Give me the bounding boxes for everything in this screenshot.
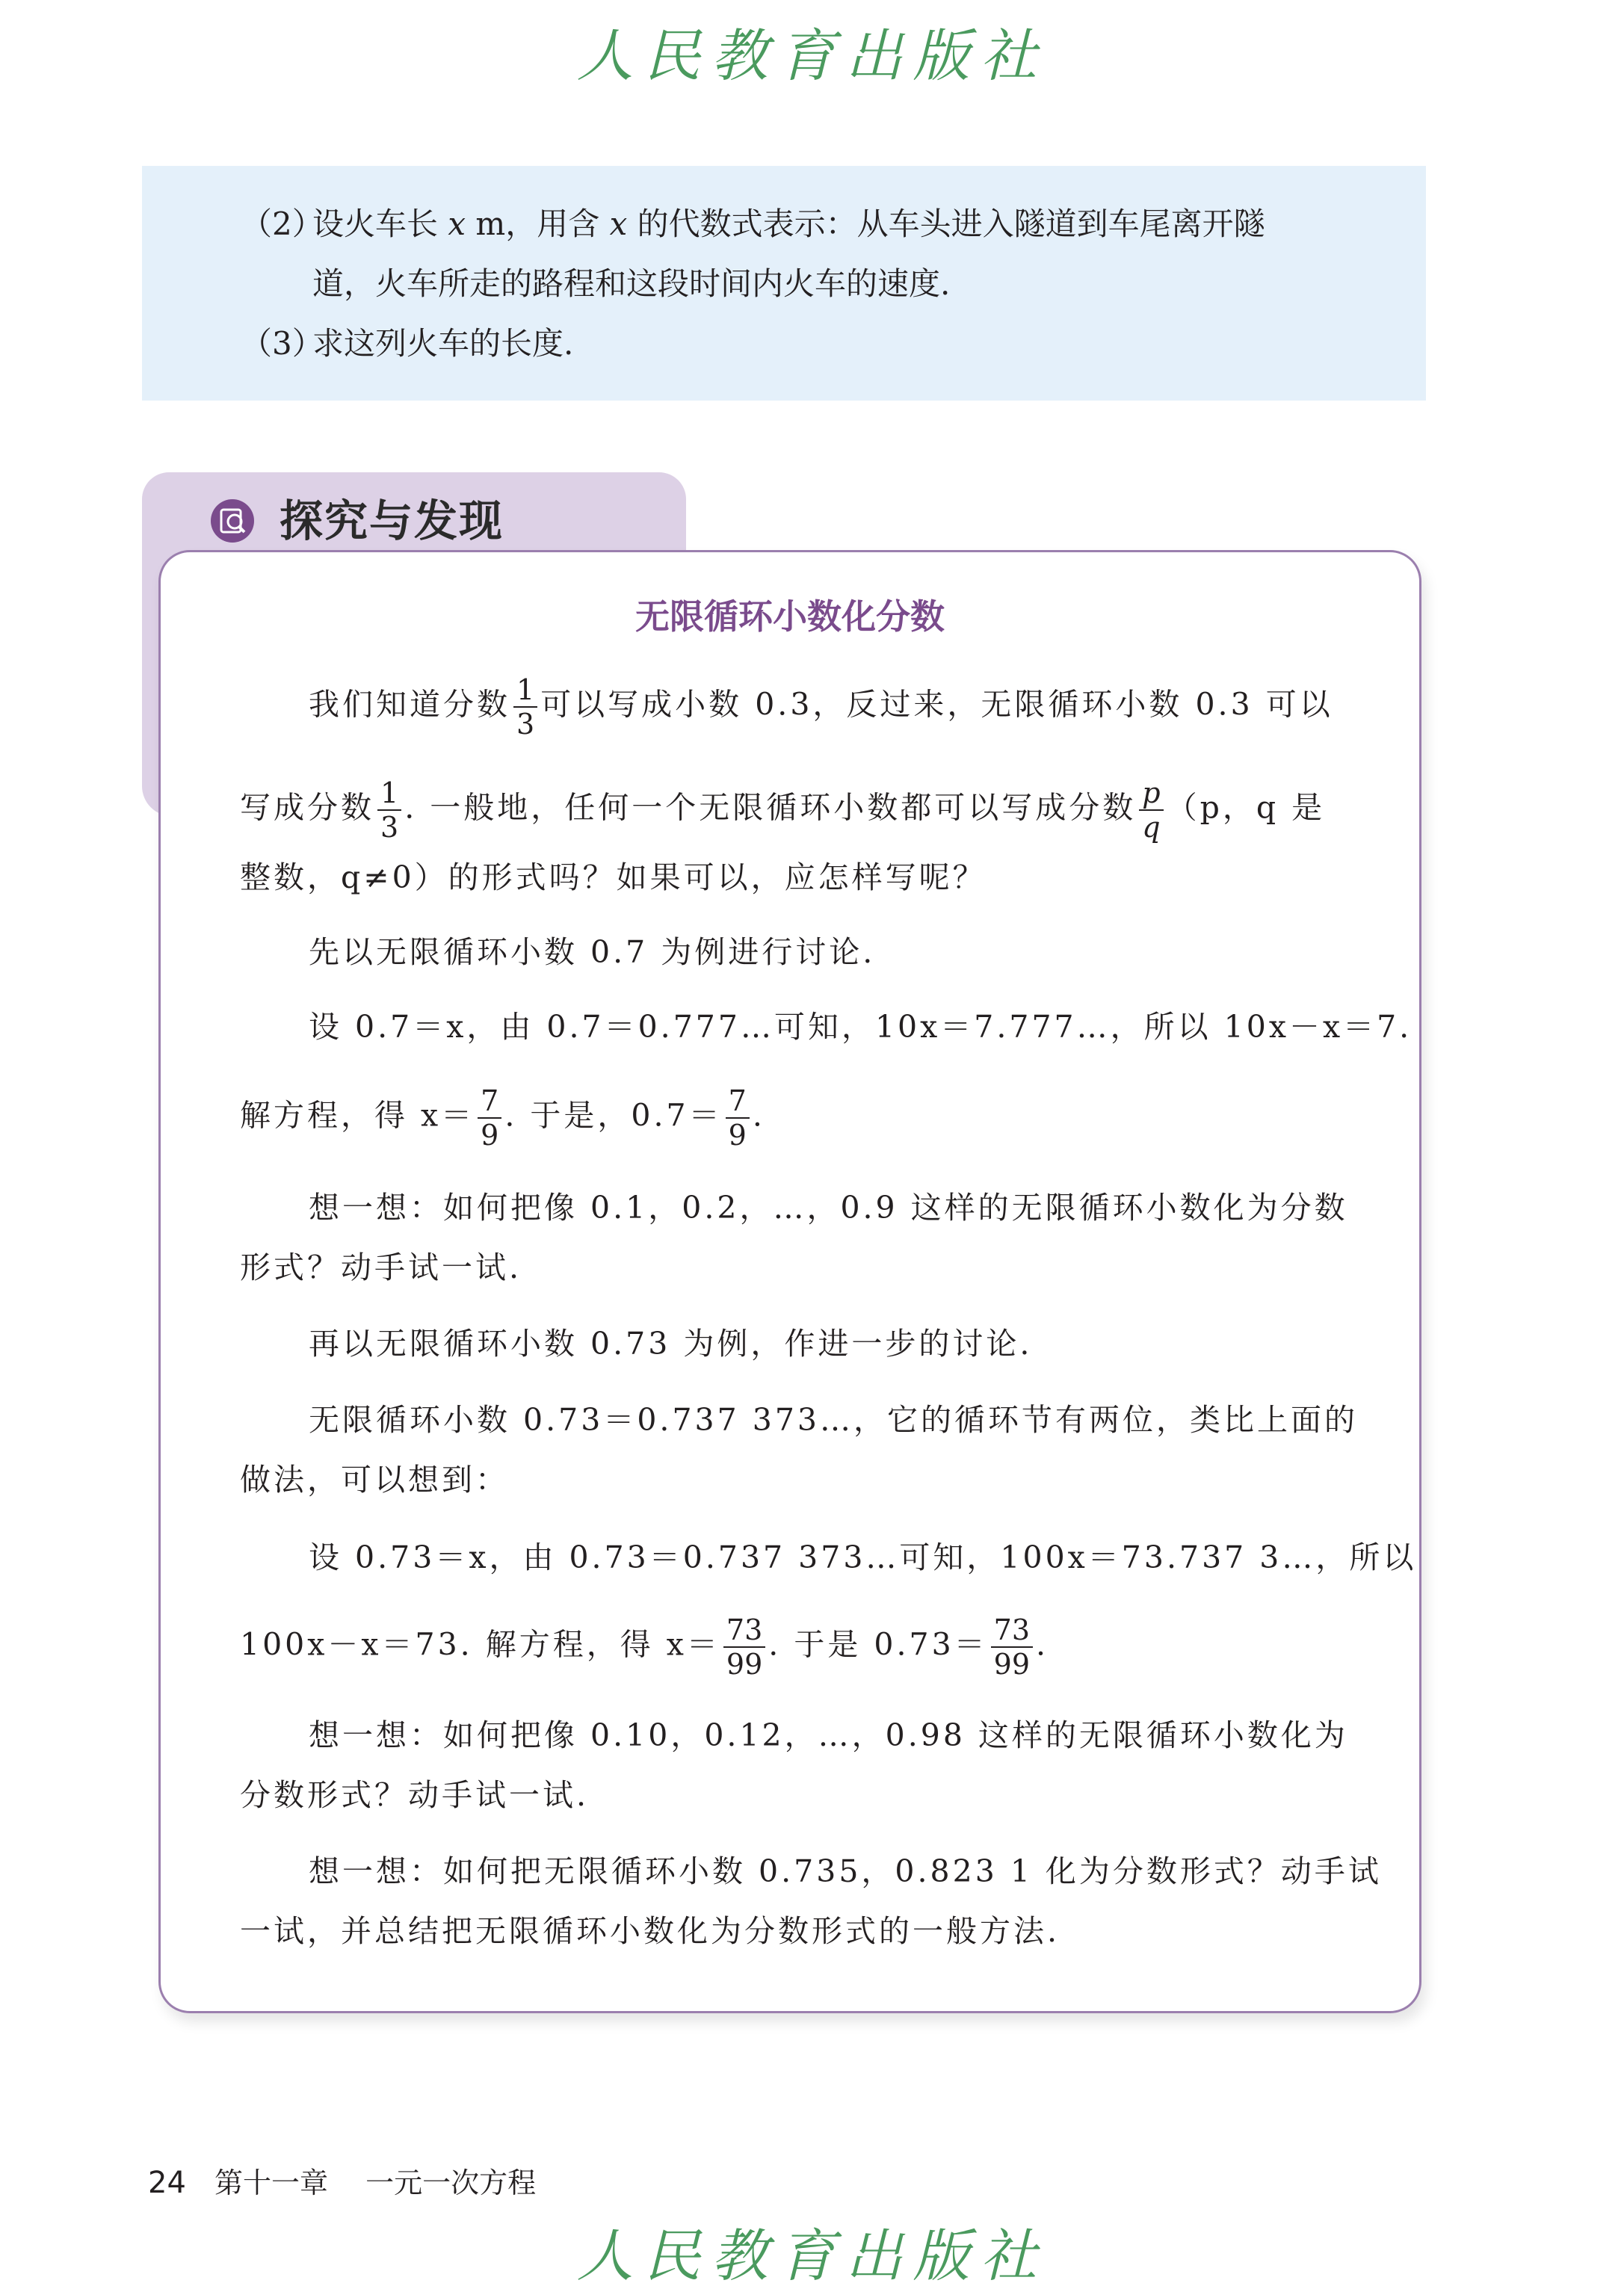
numerator: 73 xyxy=(991,1613,1033,1648)
text: 写成分数 xyxy=(240,789,374,826)
question-2-text-a: 设火车长 xyxy=(312,206,439,242)
chapter-title: 一元一次方程 xyxy=(365,2166,537,2199)
paragraph-line-4: 先以无限循环小数 0.7 为例进行讨论. xyxy=(309,934,876,970)
denominator: 9 xyxy=(481,1119,499,1152)
numerator: 7 xyxy=(726,1084,750,1119)
numerator: 1 xyxy=(513,673,537,708)
explore-card xyxy=(158,550,1421,2013)
paragraph-line-5: 设 0.7＝x，由 0.7＝0.777…可知，10x＝7.777…，所以 10x－x＝7. xyxy=(309,1009,1412,1045)
fraction xyxy=(723,1613,765,1681)
text: . 于是 0.73＝ xyxy=(768,1626,988,1663)
paragraph-line-13 xyxy=(240,1613,1361,1681)
exercise-box xyxy=(142,166,1426,401)
publisher-logo-bottom: 人民教育出版社 xyxy=(576,2223,1048,2289)
paragraph-line-12: 设 0.73＝x，由 0.73＝0.737 373…可知，100x＝73.737 3…，所以 xyxy=(309,1539,1417,1575)
paragraph-line-14: 想一想：如何把像 0.10，0.12，…，0.98 这样的无限循环小数化为 xyxy=(309,1717,1348,1753)
paragraph-line-9: 再以无限循环小数 0.73 为例，作进一步的讨论. xyxy=(309,1326,1033,1362)
question-3 xyxy=(241,314,1396,374)
question-3-number: （3） xyxy=(241,325,324,362)
question-3-text: 求这列火车的长度. xyxy=(312,325,574,362)
question-2-number: （2） xyxy=(241,206,324,242)
paragraph-line-15: 分数形式？动手试一试. xyxy=(240,1777,590,1813)
denominator: q xyxy=(1142,811,1161,844)
paragraph-line-1 xyxy=(240,673,1430,741)
page-footer xyxy=(148,2160,536,2201)
fraction xyxy=(1139,776,1163,844)
text: 我们知道分数 xyxy=(309,686,510,723)
paragraph-line-16: 想一想：如何把无限循环小数 0.735，0.823 1 化为分数形式？动手试 xyxy=(309,1853,1382,1889)
paragraph-line-17: 一试，并总结把无限循环小数化为分数形式的一般方法. xyxy=(240,1913,1060,1949)
fraction xyxy=(377,776,401,844)
fraction xyxy=(726,1084,750,1152)
paragraph-line-11: 做法，可以想到： xyxy=(240,1462,509,1498)
text: . 一般地，任何一个无限循环小数都可以写成分数 xyxy=(404,789,1137,826)
denominator: 3 xyxy=(380,811,399,844)
text: 解方程，得 x＝ xyxy=(240,1097,475,1134)
numerator: p xyxy=(1139,776,1163,811)
publisher-logo-top: 人民教育出版社 xyxy=(576,22,1048,89)
denominator: 99 xyxy=(726,1648,763,1681)
paragraph-line-10: 无限循环小数 0.73＝0.737 373…，它的循环节有两位，类比上面的 xyxy=(309,1402,1358,1438)
paragraph-line-7: 想一想：如何把像 0.1，0.2，…，0.9 这样的无限循环小数化为分数 xyxy=(309,1190,1348,1226)
page-number: 24 xyxy=(148,2166,186,2200)
denominator: 9 xyxy=(728,1119,747,1152)
paragraph-line-2 xyxy=(240,776,1361,844)
denominator: 99 xyxy=(993,1648,1031,1681)
chapter-label: 第十一章 xyxy=(214,2166,329,2199)
magnifier-icon xyxy=(211,499,254,543)
variable-x: x xyxy=(609,206,628,242)
text: . xyxy=(752,1097,765,1134)
text: 100x－x＝73. 解方程，得 x＝ xyxy=(240,1626,720,1663)
paragraph-line-8: 形式？动手试一试. xyxy=(240,1250,522,1285)
paragraph-line-6 xyxy=(240,1084,1361,1152)
question-2-text-c: 的代数式表示：从车头进入隧道到车尾离开隧 xyxy=(637,206,1265,242)
question-2-text-d: 道，火车所走的路程和这段时间内火车的速度. xyxy=(312,265,951,302)
text: 可以写成小数 0.3，反过来，无限循环小数 0.3 可以 xyxy=(540,686,1333,723)
text: . 于是，0.7＝ xyxy=(504,1097,723,1134)
numerator: 73 xyxy=(723,1613,765,1648)
question-2-text-b: m，用含 xyxy=(466,206,600,242)
numerator: 1 xyxy=(377,776,401,811)
numerator: 7 xyxy=(478,1084,501,1119)
section-tab-title: 探究与发现 xyxy=(280,495,504,546)
card-title: 无限循环小数化分数 xyxy=(635,596,945,637)
denominator: 3 xyxy=(516,708,535,741)
fraction xyxy=(478,1084,501,1152)
question-2 xyxy=(241,194,1396,314)
text: （p，q 是 xyxy=(1166,789,1326,826)
fraction xyxy=(513,673,537,741)
text: . xyxy=(1036,1626,1049,1663)
fraction xyxy=(991,1613,1033,1681)
variable-x: x xyxy=(448,206,466,242)
paragraph-line-3: 整数，q≠0）的形式吗？如果可以，应怎样写呢？ xyxy=(240,859,987,895)
